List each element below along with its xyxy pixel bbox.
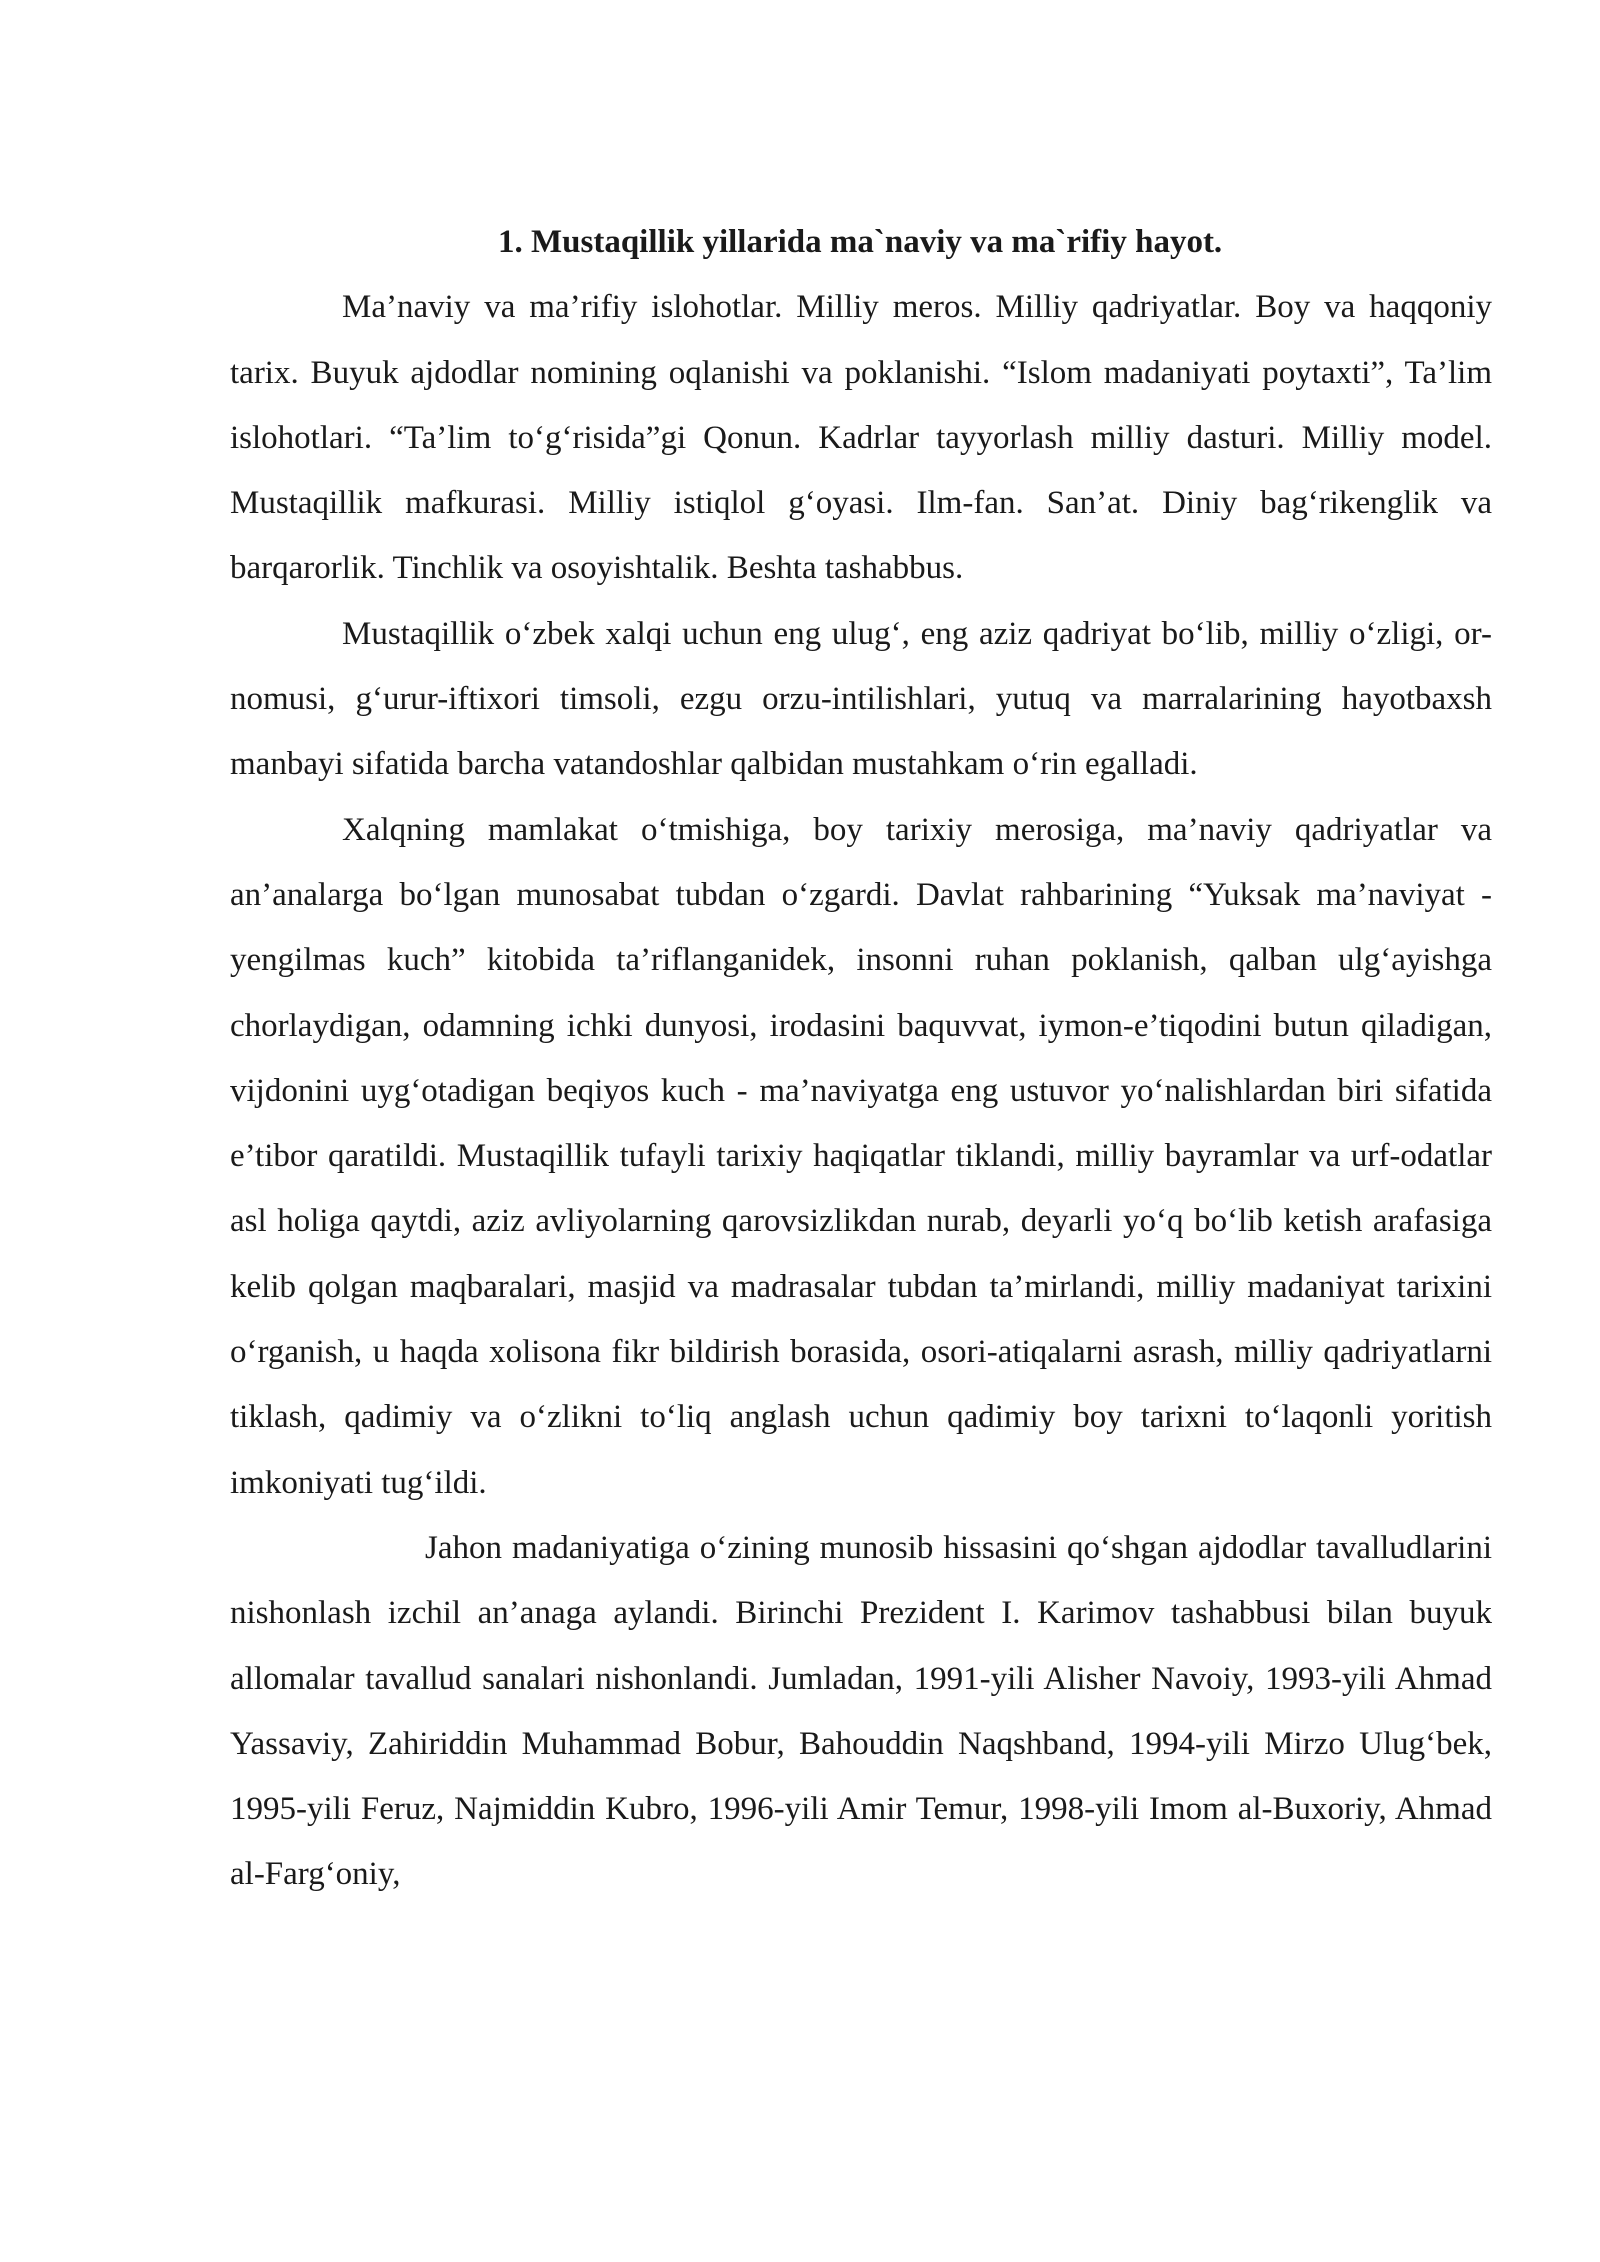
paragraph-independence: Mustaqillik o‘zbek xalqi uchun eng ulug‘, eng aziz qadriyat bo‘lib, milliy o‘zligi, or-nomusi, g‘urur-iftixori timsoli, ezgu orzu-intilishlari, yutuq va marralarining hayotbaxsh manbayi sifatida barcha vatandoshlar qalbidan mustahkam o‘rin egalladi.	[230, 615, 1492, 783]
paragraph-heritage: Xalqning mamlakat o‘tmishiga, boy tarixiy merosiga, ma’naviy qadriyatlar va an’analarga bo‘lgan munosabat tubdan o‘zgardi. Davlat rahbarining “Yuksak ma’naviyat - yengilmas kuch” kitobida ta’riflanganidek, insonni ruhan poklanish, qalban ulg‘ayishga chorlaydigan, odamning ichki dunyosi, irodasini baquvvat, iymon-e’tiqodini butun qiladigan, vijdonini uyg‘otadigan beqiyos kuch - ma’naviyatga eng ustuvor yo‘nalishlardan biri sifatida e’tibor qaratildi. Mustaqillik tufayli tarixiy haqiqatlar tiklandi, milliy bayramlar va urf-odatlar asl holiga qaytdi, aziz avliyolarning qarovsizlikdan nurab, deyarli yo‘q bo‘lib ketish arafasiga kelib qolgan maqbaralari, masjid va madrasalar tubdan ta’mirlandi, milliy madaniyat tarixini o‘rganish, u haqda xolisona fikr bildirish borasida, osori-atiqalarni asrash, milliy qadriyatlarni tiklash, qadimiy va o‘zlikni to‘liq anglash uchun qadimiy boy tarixni to‘laqonli yoritish imkoniyati tug‘ildi.	[230, 811, 1492, 1501]
paragraph-ancestors: Jahon madaniyatiga o‘zining munosib hissasini qo‘shgan ajdodlar tavalludlarini nishonlash izchil an’anaga aylandi. Birinchi Prezident I. Karimov tashabbusi bilan buyuk allomalar tavallud sanalari nishonlandi. Jumladan, 1991-yili Alisher Navoiy, 1993-yili Ahmad Yassaviy, Zahiriddin Muhammad Bobur, Bahouddin Naqshband, 1994-yili Mirzo Ulug‘bek, 1995-yili Feruz, Najmiddin Kubro, 1996-yili Amir Temur, 1998-yili Imom al-Buxoriy, Ahmad al-Farg‘oniy,	[230, 1529, 1492, 1893]
paragraph-keywords: Ma’naviy va ma’rifiy islohotlar. Milliy meros. Milliy qadriyatlar. Boy va haqqoniy tarix. Buyuk ajdodlar nomining oqlanishi va poklanishi. “Islom madaniyati poytaxti”, Ta’lim islohotlari. “Ta’lim to‘g‘risida”gi Qonun. Kadrlar tayyorlash milliy dasturi. Milliy model. Mustaqillik mafkurasi. Milliy istiqlol g‘oyasi. Ilm-fan. San’at. Diniy bag‘rikenglik va barqarorlik. Tinchlik va osoyishtalik. Beshta tashabbus.	[230, 289, 1492, 587]
section-title: 1. Mustaqillik yillarida ma`naviy va ma`rifiy hayot.	[498, 224, 1223, 260]
document-body	[230, 210, 1492, 1908]
